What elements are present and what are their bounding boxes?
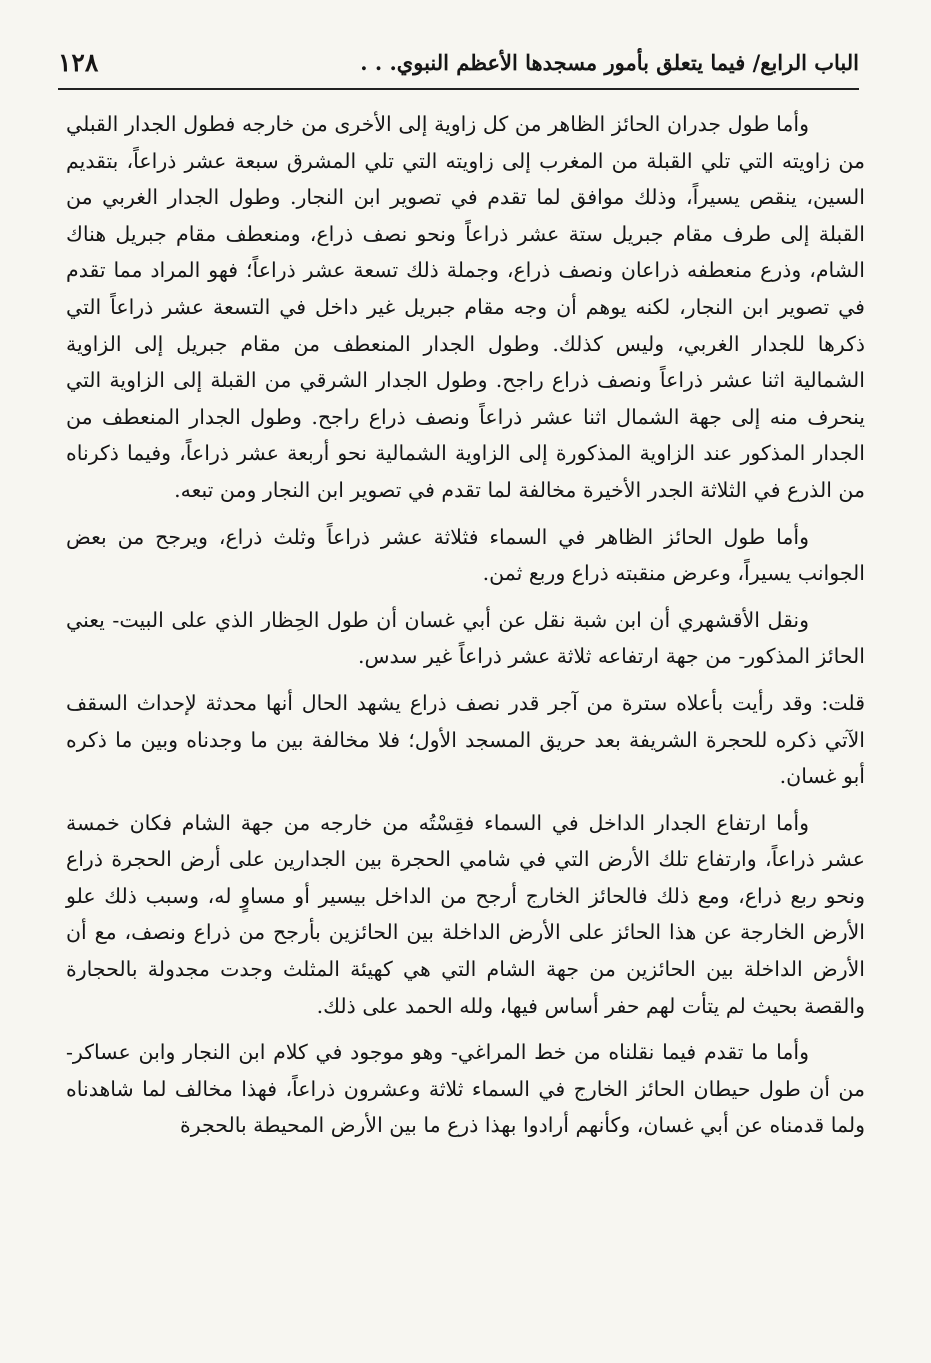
paragraph: ونقل الأقشهري أن ابن شبة نقل عن أبي غسان أن طول الحِظار الذي على البيت- يعني الحائز المذكور- من جهة ارتفاعه ثلاثة عشر ذراعاً غير سدس. xyxy=(66,607,865,669)
page-number: ١٢٨ xyxy=(58,47,99,77)
paragraph: وأما طول جدران الحائز الظاهر من كل زاوية إلى الأخرى من خارجه فطول الجدار القبلي من زاويته التي تلي القبلة من المغرب إلى زاويته التي تلي المشرق سبعة عشر ذراعاً، بتقديم السين، ينقص يسيراً، وذلك موافق لما تقدم في تصوير ابن النجار. وطول الجدار الغربي من القبلة إلى طرف مقام جبريل ستة عشر ذراعاً ونحو نصف ذراع، ومنعطف مقام جبريل هناك الشام، وذرع منعطفه ذراعان ونصف ذراع، وجملة ذلك تسعة عشر ذراعاً؛ فهو المراد مما تقدم في تصوير ابن النجار، لكنه يوهم أن وجه مقام جبريل غير داخل في التسعة عشر ذراعاً التي ذكرها للجدار الغربي، وليس كذلك. وطول الجدار المنعطف من مقام جبريل إلى الزاوية الشمالية اثنا عشر ذراعاً ونصف ذراع راجح. وطول الجدار الشرقي من القبلة إلى الزاوية التي ينحرف منه إلى جهة الشمال اثنا عشر ذراعاً ونصف ذراع راجح. وطول الجدار المنعطف من الجدار المذكور عند الزاوية المذكورة إلى الزاوية الشمالية نحو أربعة عشر ذراعاً، وفيما ذكرناه من الذرع في الثلاثة الجدر الأخيرة مخالفة لما تقدم في تصوير ابن النجار ومن تبعه. xyxy=(66,112,865,502)
header-rule xyxy=(58,88,859,90)
page-header xyxy=(58,36,859,88)
paragraph: وأما طول الحائز الظاهر في السماء فثلاثة عشر ذراعاً وثلث ذراع، ويرجح من بعض الجوانب يسيراً، وعرض منقبته ذراع وربع ثمن. xyxy=(66,524,865,586)
paragraph: وأما ارتفاع الجدار الداخل في السماء فقِسْتُه من خارجه من جهة الشام فكان خمسة عشر ذراعاً، وارتفاع تلك الأرض التي في شامي الحجرة بين الجدارين على أرض الحجرة ذراع ونحو ربع ذراع، ومع ذلك فالحائز الخارج أرجح من الداخل بيسير أو مساوٍ له، وسبب ذلك علو الأرض الخارجة عن هذا الحائز على الأرض الداخلة بين الحائزين بأرجح من ذراع ونصف، مع أن الأرض الداخلة بين الحائزين من جهة الشام التي هي كهيئة المثلث وجدت مجدولة بالحجارة والقصة بحيث لم يتأت لهم حفر أساس فيها، ولله الحمد على ذلك. xyxy=(66,810,865,1018)
paragraph: قلت: وقد رأيت بأعلاه سترة من آجر قدر نصف ذراع يشهد الحال أنها محدثة لإحداث السقف الآتي ذكره للحجرة الشريفة بعد حريق المسجد الأول؛ فلا مخالفة بين ما وجدناه وبين ما ذكره أبو غسان. xyxy=(66,690,865,789)
paragraph: وأما ما تقدم فيما نقلناه من خط المراغي- وهو موجود في كلام ابن النجار وابن عساكر- من أن طول حيطان الحائز الخارج في السماء ثلاثة وعشرون ذراعاً، فهذا مخالف لما شاهدناه ولما قدمناه عن أبي غسان، وكأنهم أرادوا بهذا ذرع ما بين الأرض المحيطة بالحجرة xyxy=(66,1040,865,1138)
body-text xyxy=(66,106,865,1154)
running-head: الباب الرابع/ فيما يتعلق بأمور مسجدها الأعظم النبوي. . . xyxy=(360,49,859,75)
